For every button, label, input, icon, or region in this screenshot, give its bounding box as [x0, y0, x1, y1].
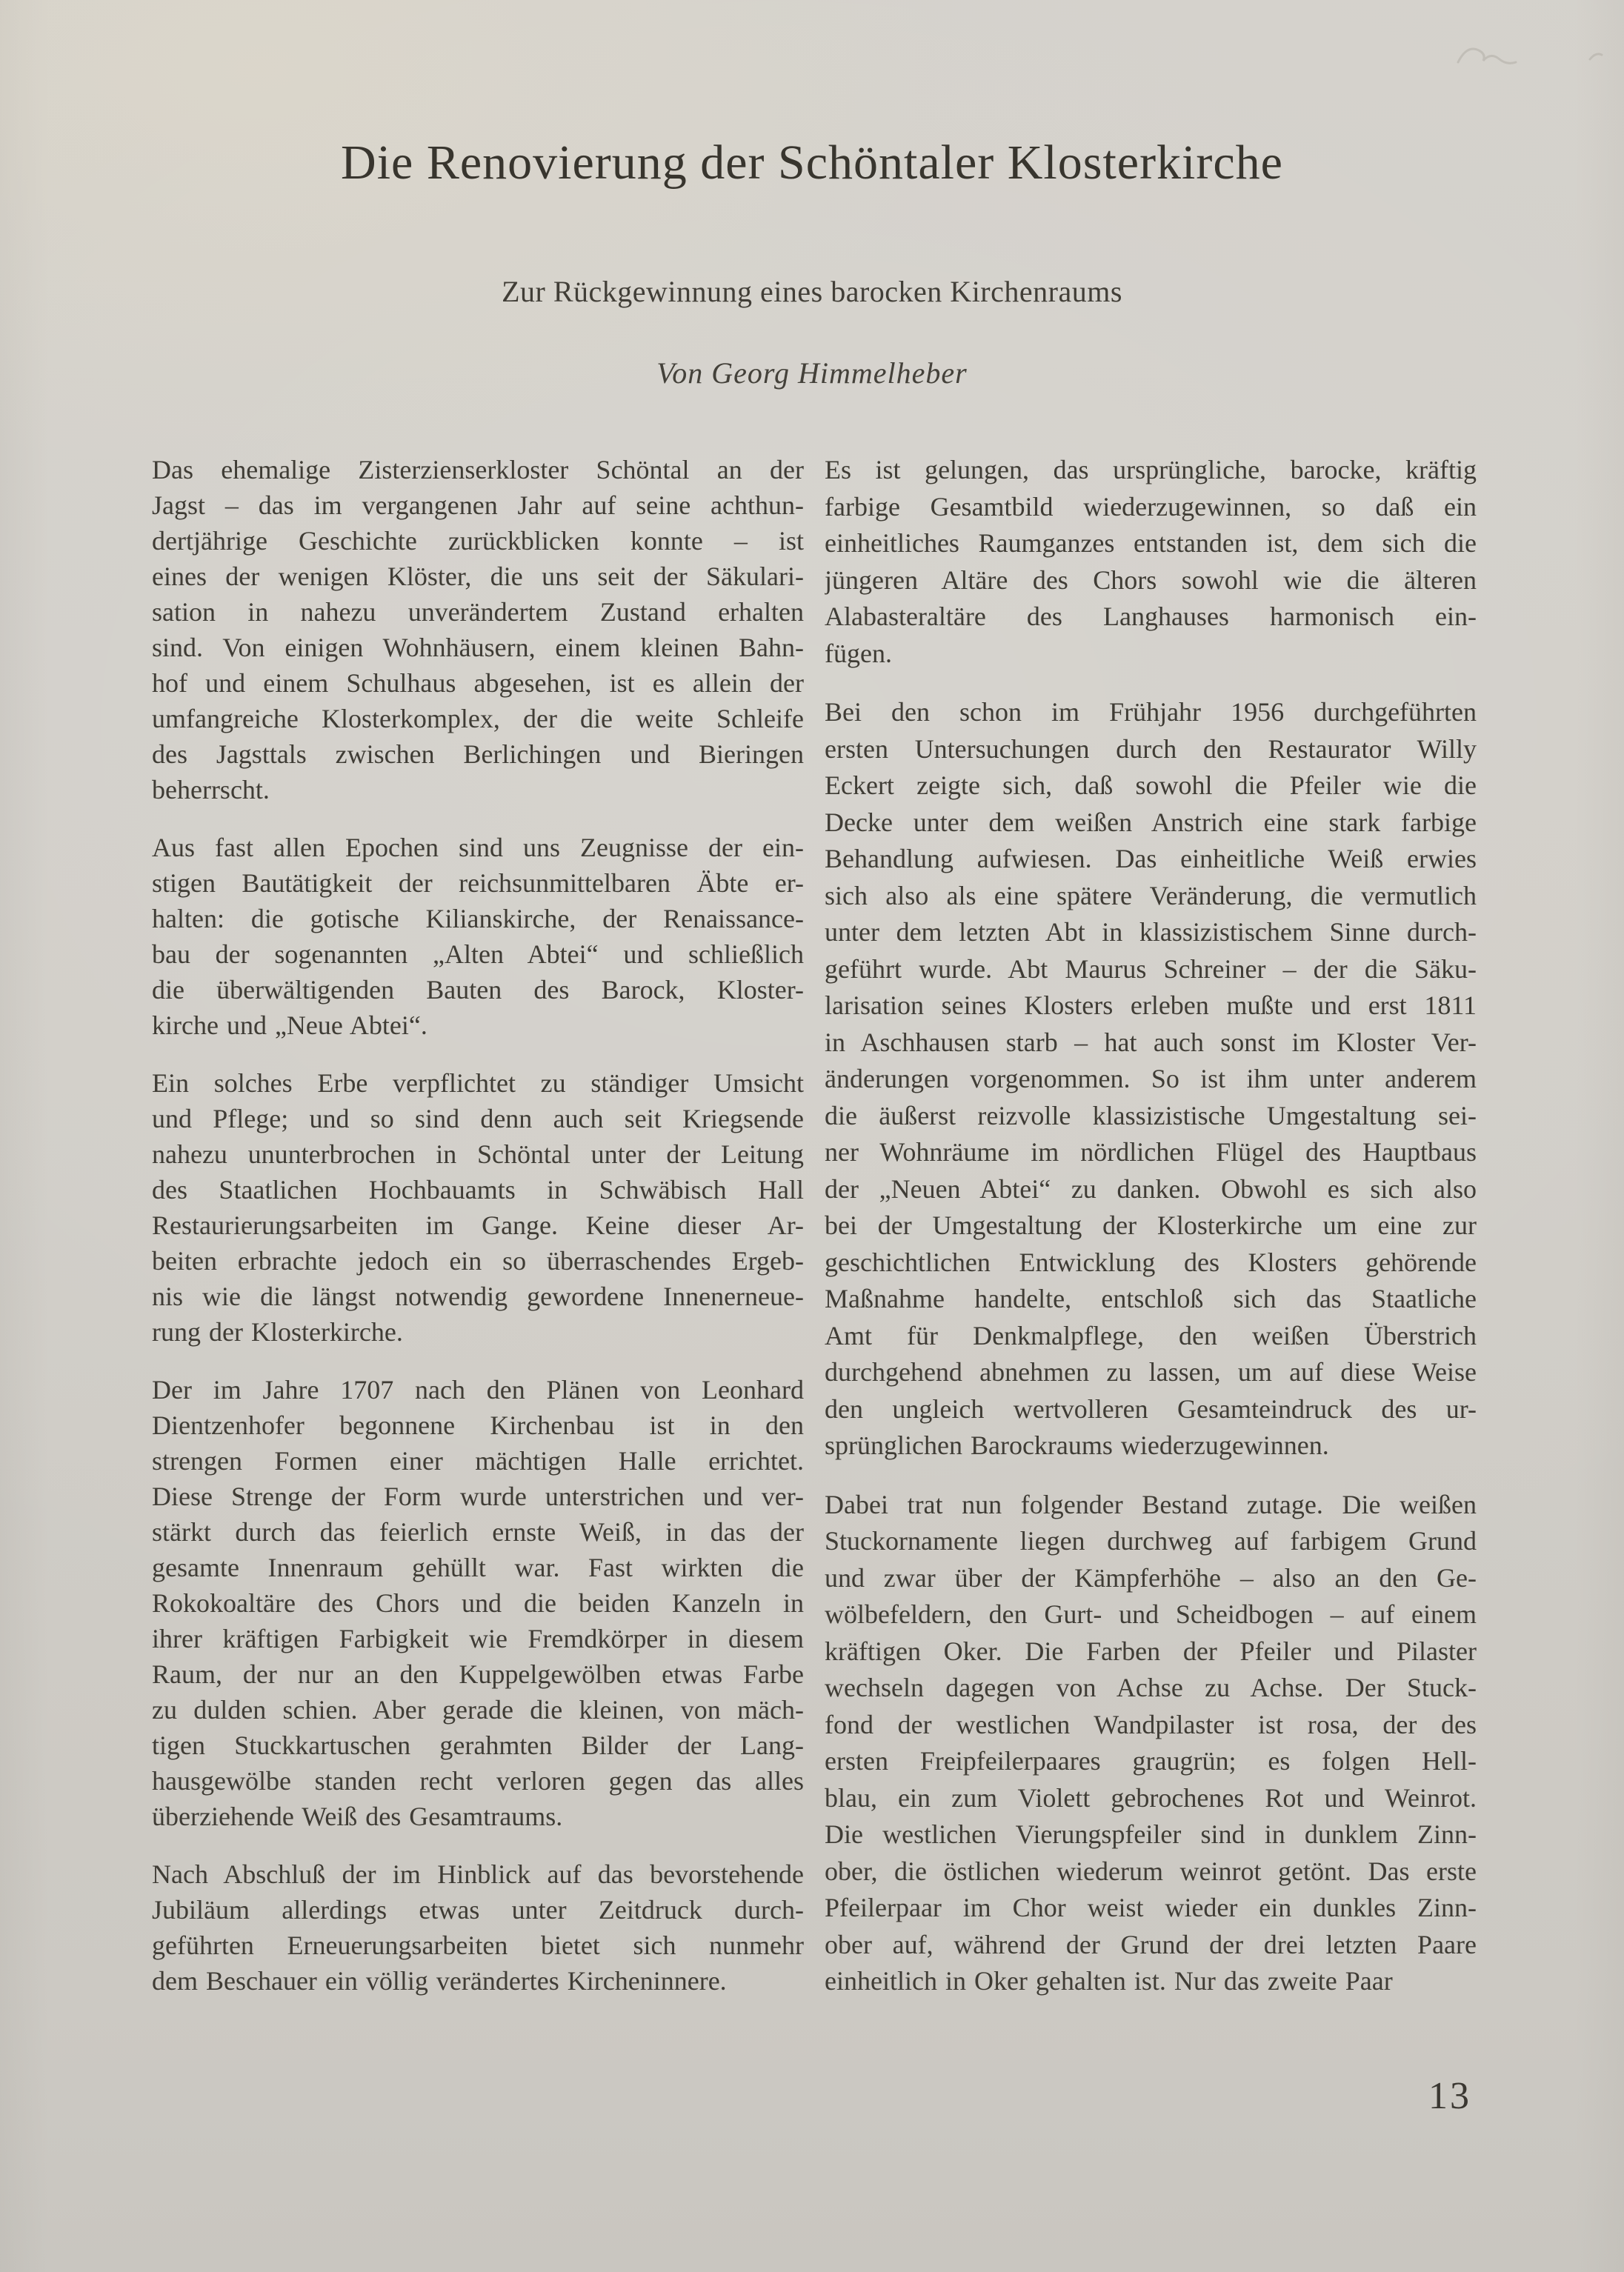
- text-line: geschichtlichen Entwicklung des Klosters gehörende: [825, 1247, 1477, 1277]
- article-subtitle: Zur Rückgewinnung eines barocken Kirchenraums: [502, 275, 1122, 308]
- text-line: einheitliches Raumganzes entstanden ist, dem sich die: [825, 528, 1477, 558]
- text-line: wechseln dagegen von Achse zu Achse. Der Stuck-: [825, 1673, 1477, 1702]
- text-line: bei der Umgestaltung der Klosterkirche um eine zur: [825, 1210, 1477, 1240]
- text-line: Rokokoaltäre des Chors und die beiden Kanzeln in: [152, 1588, 804, 1618]
- text-line: ersten Untersuchungen durch den Restaurator Willy: [825, 733, 1477, 764]
- text-line: sich also als eine spätere Veränderung, die vermutlich: [825, 880, 1477, 910]
- text-line: nahezu ununterbrochen in Schöntal unter der Leitung: [152, 1139, 804, 1169]
- text-line: rung der Klosterkirche.: [152, 1317, 403, 1347]
- text-line: Dabei trat nun folgender Bestand zutage. Die weißen: [825, 1489, 1477, 1519]
- text-line: und zwar über der Kämpferhöhe – also an den Ge-: [825, 1562, 1477, 1593]
- text-line: bau der sogenannten „Alten Abtei“ und schließlich: [152, 939, 804, 969]
- text-line: Dientzenhofer begonnene Kirchenbau ist in den: [152, 1410, 804, 1440]
- text-line: zu dulden schien. Aber gerade die kleinen, von mäch-: [152, 1695, 804, 1725]
- text-line: Aus fast allen Epochen sind uns Zeugnisse der ein-: [152, 833, 804, 862]
- text-line: tigen Stuckkartuschen gerahmten Bilder der Lang-: [152, 1730, 804, 1760]
- text-line: Es ist gelungen, das ursprüngliche, barocke, kräftig: [825, 455, 1477, 484]
- paragraph: [825, 1487, 1477, 2000]
- text-line: die äußerst reizvolle klassizistische Umgestaltung sei-: [825, 1100, 1477, 1130]
- text-line: stigen Bautätigkeit der reichsunmittelbaren Äbte er-: [152, 868, 804, 898]
- text-line: ober auf, während der Grund der drei letzten Paare: [825, 1929, 1477, 1959]
- text-line: den ungleich wertvolleren Gesamteindruck des ur-: [825, 1393, 1477, 1424]
- text-line: Alabasteraltäre des Langhauses harmonisch ein-: [825, 602, 1477, 631]
- text-line: kräftigen Oker. Die Farben der Pfeiler und Pilaster: [825, 1636, 1477, 1666]
- text-line: strengen Formen einer mächtigen Halle errichtet.: [152, 1446, 804, 1476]
- column-right: [825, 452, 1477, 2000]
- text-line: ober, die östlichen wiederum weinrot getönt. Das erste: [825, 1856, 1477, 1886]
- text-line: ihrer kräftigen Farbigkeit wie Fremdkörper in diesem: [152, 1624, 804, 1653]
- author-line: Von Georg Himmelheber: [656, 356, 968, 390]
- article-title: Die Renovierung der Schöntaler Klosterkirche: [341, 136, 1283, 190]
- text-line: geführten Erneuerungsarbeiten bietet sich nunmehr: [152, 1930, 804, 1960]
- text-line: einheitlich in Oker gehalten ist. Nur das zweite Paar: [825, 1966, 1393, 1996]
- paragraph: [152, 1372, 804, 1834]
- text-line: larisation seines Klosters erleben mußte und erst 1811: [825, 990, 1477, 1020]
- column-left: [152, 452, 804, 2000]
- text-line: Decke unter dem weißen Anstrich eine stark farbige: [825, 807, 1477, 837]
- text-line: Nach Abschluß der im Hinblick auf das bevorstehende: [152, 1859, 804, 1889]
- text-line: des Staatlichen Hochbauamts in Schwäbisch Hall: [152, 1175, 804, 1205]
- paragraph: [152, 452, 804, 807]
- text-line: beiten erbrachte jedoch ein so überraschendes Ergeb-: [152, 1246, 804, 1276]
- text-line: dertjährige Geschichte zurückblicken konnte – ist: [152, 526, 804, 556]
- text-line: ersten Freipfeilerpaares graugrün; es folgen Hell-: [825, 1746, 1477, 1776]
- page-number: 13: [1428, 2075, 1471, 2117]
- text-line: sind. Von einigen Wohnhäusern, einem kleinen Bahn-: [152, 633, 804, 662]
- paragraph: [152, 830, 804, 1043]
- text-line: umfangreiche Klosterkomplex, der die weite Schleife: [152, 704, 804, 733]
- text-line: Die westlichen Vierungspfeiler sind in dunklem Zinn-: [825, 1819, 1477, 1849]
- text-line: fond der westlichen Wandpilaster ist rosa, der des: [825, 1709, 1477, 1739]
- text-line: hof und einem Schulhaus abgesehen, ist es allein der: [152, 668, 804, 698]
- text-columns: [152, 452, 1477, 2000]
- text-line: eines der wenigen Klöster, die uns seit der Säkulari-: [152, 562, 804, 591]
- paragraph: [152, 1856, 804, 1999]
- text-line: sprünglichen Barockraums wiederzugewinnen.: [825, 1430, 1329, 1460]
- text-line: Raum, der nur an den Kuppelgewölben etwas Farbe: [152, 1659, 804, 1689]
- text-line: und Pflege; und so sind denn auch seit Kriegsende: [152, 1104, 804, 1133]
- text-line: farbige Gesamtbild wiederzugewinnen, so daß ein: [825, 491, 1477, 522]
- text-line: blau, ein zum Violett gebrochenes Rot und Weinrot.: [825, 1782, 1477, 1813]
- text-line: kirche und „Neue Abtei“.: [152, 1010, 427, 1040]
- text-line: die überwältigenden Bauten des Barock, Kloster-: [152, 975, 804, 1005]
- text-line: Das ehemalige Zisterzienserkloster Schöntal an der: [152, 455, 804, 484]
- text-line: Diese Strenge der Form wurde unterstrichen und ver-: [152, 1482, 804, 1511]
- text-line: Jagst – das im vergangenen Jahr auf seine achthun-: [152, 490, 804, 520]
- text-line: geführt wurde. Abt Maurus Schreiner – der die Säku-: [825, 953, 1477, 984]
- text-line: jüngeren Altäre des Chors sowohl wie die älteren: [825, 564, 1477, 595]
- text-line: unter dem letzten Abt in klassizistischem Sinne durch-: [825, 917, 1477, 947]
- text-line: Restaurierungsarbeiten im Gange. Keine dieser Ar-: [152, 1210, 804, 1240]
- text-line: Jubiläum allerdings etwas unter Zeitdruck durch-: [152, 1895, 804, 1925]
- text-line: Maßnahme handelte, entschloß sich das Staatliche: [825, 1284, 1477, 1313]
- text-line: in Aschhausen starb – hat auch sonst im Kloster Ver-: [825, 1027, 1477, 1057]
- text-line: halten: die gotische Kilianskirche, der Renaissance-: [152, 904, 804, 933]
- text-line: Bei den schon im Frühjahr 1956 durchgeführten: [825, 697, 1477, 727]
- text-line: beherrscht.: [152, 775, 270, 804]
- text-line: Behandlung aufwiesen. Das einheitliche Weiß erwies: [825, 844, 1477, 873]
- paragraph: [825, 452, 1477, 672]
- text-line: dem Beschauer ein völlig verändertes Kircheninnere.: [152, 1966, 727, 1996]
- text-line: hausgewölbe standen recht verloren gegen das alles: [152, 1766, 804, 1796]
- pencil-scribble-mark: [1445, 31, 1615, 90]
- paragraph: [152, 1065, 804, 1350]
- text-line: durchgehend abnehmen zu lassen, um auf diese Weise: [825, 1357, 1477, 1387]
- text-line: des Jagsttals zwischen Berlichingen und Bieringen: [152, 739, 804, 769]
- text-line: Der im Jahre 1707 nach den Plänen von Leonhard: [152, 1375, 804, 1405]
- text-line: wölbefeldern, den Gurt- und Scheidbogen – auf einem: [825, 1599, 1477, 1629]
- text-line: gesamte Innenraum gehüllt war. Fast wirkten die: [152, 1553, 804, 1582]
- text-line: sation in nahezu unverändertem Zustand erhalten: [152, 597, 804, 627]
- text-line: Pfeilerpaar im Chor weist wieder ein dunkles Zinn-: [825, 1893, 1477, 1922]
- text-line: Amt für Denkmalpflege, den weißen Überstrich: [825, 1320, 1477, 1350]
- text-line: stärkt durch das feierlich ernste Weiß, in das der: [152, 1517, 804, 1547]
- text-line: nis wie die längst notwendig gewordene Innenerneue-: [152, 1282, 804, 1311]
- text-line: fügen.: [825, 638, 892, 668]
- text-line: Stuckornamente liegen durchweg auf farbigem Grund: [825, 1526, 1477, 1556]
- text-line: der „Neuen Abtei“ zu danken. Obwohl es sich also: [825, 1173, 1477, 1204]
- text-line: Ein solches Erbe verpflichtet zu ständiger Umsicht: [152, 1068, 804, 1098]
- text-line: überziehende Weiß des Gesamtraums.: [152, 1802, 563, 1831]
- text-line: Eckert zeigte sich, daß sowohl die Pfeiler wie die: [825, 770, 1477, 800]
- text-line: änderungen vorgenommen. So ist ihm unter anderem: [825, 1064, 1477, 1093]
- text-line: ner Wohnräume im nördlichen Flügel des Hauptbaus: [825, 1137, 1477, 1167]
- paragraph: [825, 694, 1477, 1465]
